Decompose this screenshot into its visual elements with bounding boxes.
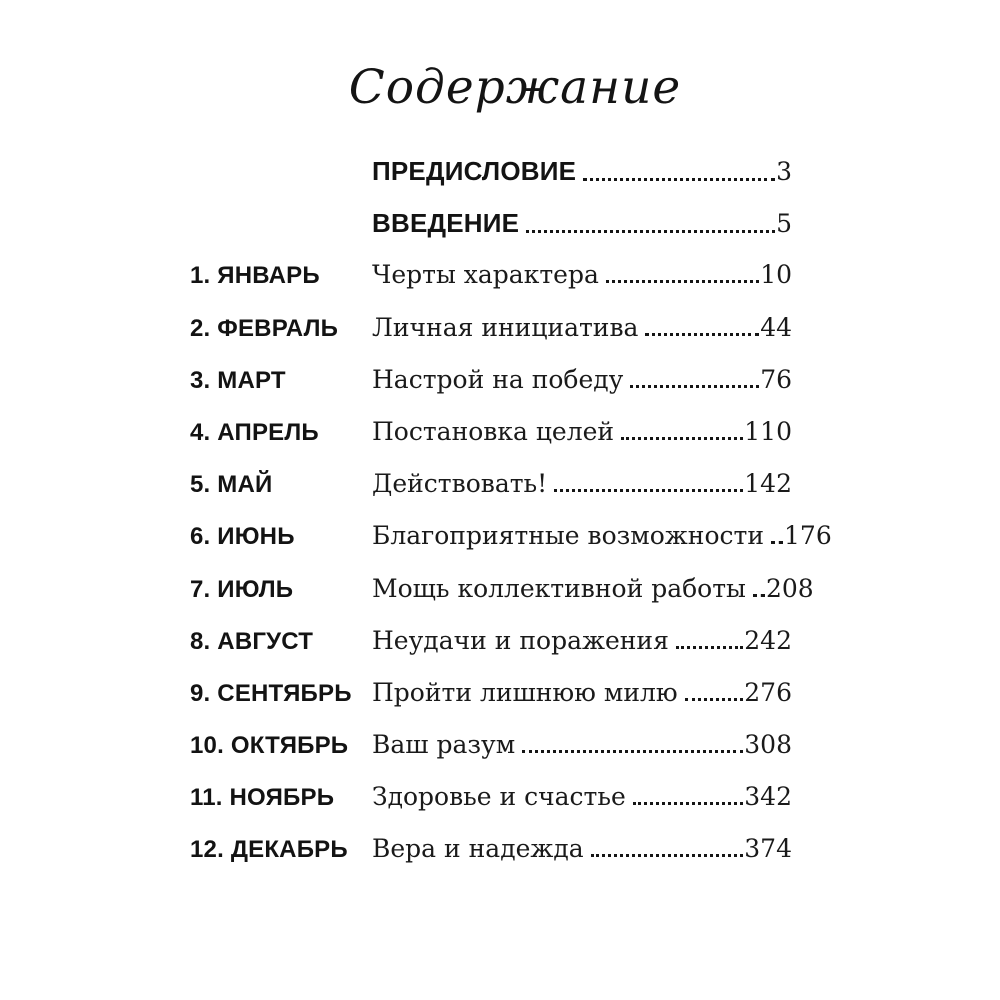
toc-entry xyxy=(372,417,792,446)
chapter-label: 1. ЯНВАРЬ xyxy=(190,262,320,290)
toc-entry xyxy=(372,834,792,863)
toc-entry xyxy=(372,313,792,342)
toc-entry xyxy=(372,626,792,655)
page-number: 242 xyxy=(744,625,792,655)
chapter-label: 10. ОКТЯБРЬ xyxy=(190,732,349,760)
page-number: 10 xyxy=(760,260,792,290)
toc-row xyxy=(190,678,792,730)
page-number: 208 xyxy=(765,573,814,603)
toc-row xyxy=(190,834,792,886)
entry-title: Личная инициатива xyxy=(372,312,639,342)
entry-title: Мощь коллективной работы xyxy=(372,573,746,603)
toc-entry xyxy=(372,260,792,289)
dot-leader xyxy=(522,750,743,753)
toc-entry xyxy=(372,730,792,759)
toc-row xyxy=(190,782,792,834)
dot-leader xyxy=(591,854,744,857)
dot-leader xyxy=(753,594,765,597)
dot-leader xyxy=(645,333,759,336)
page-number: 44 xyxy=(760,312,792,342)
toc-row xyxy=(190,469,792,521)
chapter-label: 8. АВГУСТ xyxy=(190,627,314,655)
toc-entry xyxy=(372,365,792,394)
toc-row xyxy=(190,573,814,626)
dot-leader xyxy=(554,489,743,492)
toc-row xyxy=(190,260,792,312)
entry-title: ПРЕДИСЛОВИЕ xyxy=(372,156,577,186)
entry-title: Неудачи и поражения xyxy=(372,625,669,655)
entry-title: Вера и надежда xyxy=(372,834,584,864)
toc-row xyxy=(190,730,792,782)
entry-title: Здоровье и счастье xyxy=(372,782,626,812)
toc-entry xyxy=(372,573,814,603)
table-of-contents xyxy=(190,156,832,887)
dot-leader xyxy=(621,437,743,440)
entry-title: Действовать! xyxy=(372,469,548,499)
dot-leader xyxy=(606,280,759,283)
toc-entry xyxy=(372,521,832,551)
page-title: Содержание xyxy=(348,60,682,115)
page-number: 374 xyxy=(744,834,792,864)
toc-row xyxy=(190,521,832,573)
toc-row xyxy=(190,313,792,365)
page-number: 110 xyxy=(744,416,792,446)
page-number: 76 xyxy=(760,364,792,394)
entry-title: Постановка целей xyxy=(372,416,615,446)
toc-entry xyxy=(372,208,792,239)
toc-entry xyxy=(372,678,792,707)
chapter-label: 6. ИЮНЬ xyxy=(190,523,295,551)
page-number: 176 xyxy=(784,521,832,551)
toc-row xyxy=(190,156,792,208)
dot-leader xyxy=(583,178,775,181)
page-number: 3 xyxy=(776,157,792,186)
page-number: 276 xyxy=(744,677,792,707)
entry-title: Ваш разум xyxy=(372,730,516,760)
page-number: 5 xyxy=(776,209,792,239)
toc-row xyxy=(190,208,792,260)
page-number: 142 xyxy=(744,469,792,499)
page-number: 308 xyxy=(744,730,792,760)
page-number: 342 xyxy=(744,782,792,812)
entry-title: Настрой на победу xyxy=(372,364,624,394)
dot-leader xyxy=(526,230,775,233)
toc-entry xyxy=(372,156,792,187)
entry-title: Благоприятные возможности xyxy=(372,521,765,551)
toc-row xyxy=(190,365,792,417)
chapter-label: 4. АПРЕЛЬ xyxy=(190,418,319,446)
dot-leader xyxy=(630,385,759,388)
chapter-label: 12. ДЕКАБРЬ xyxy=(190,836,348,864)
toc-entry xyxy=(372,782,792,811)
dot-leader xyxy=(685,698,744,701)
entry-title: Пройти лишнюю милю xyxy=(372,677,678,707)
entry-title: ВВЕДЕНИЕ xyxy=(372,208,520,239)
chapter-label: 11. НОЯБРЬ xyxy=(190,784,335,812)
entry-title: Черты характера xyxy=(372,260,599,290)
chapter-label: 5. МАЙ xyxy=(190,471,273,499)
dot-leader xyxy=(676,646,743,649)
dot-leader xyxy=(771,541,783,544)
dot-leader xyxy=(633,802,743,805)
toc-row xyxy=(190,626,792,678)
chapter-label: 7. ИЮЛЬ xyxy=(190,575,294,603)
toc-row xyxy=(190,417,792,469)
chapter-label: 3. МАРТ xyxy=(190,366,286,394)
chapter-label: 9. СЕНТЯБРЬ xyxy=(190,679,352,707)
toc-entry xyxy=(372,469,792,498)
chapter-label: 2. ФЕВРАЛЬ xyxy=(190,314,339,342)
